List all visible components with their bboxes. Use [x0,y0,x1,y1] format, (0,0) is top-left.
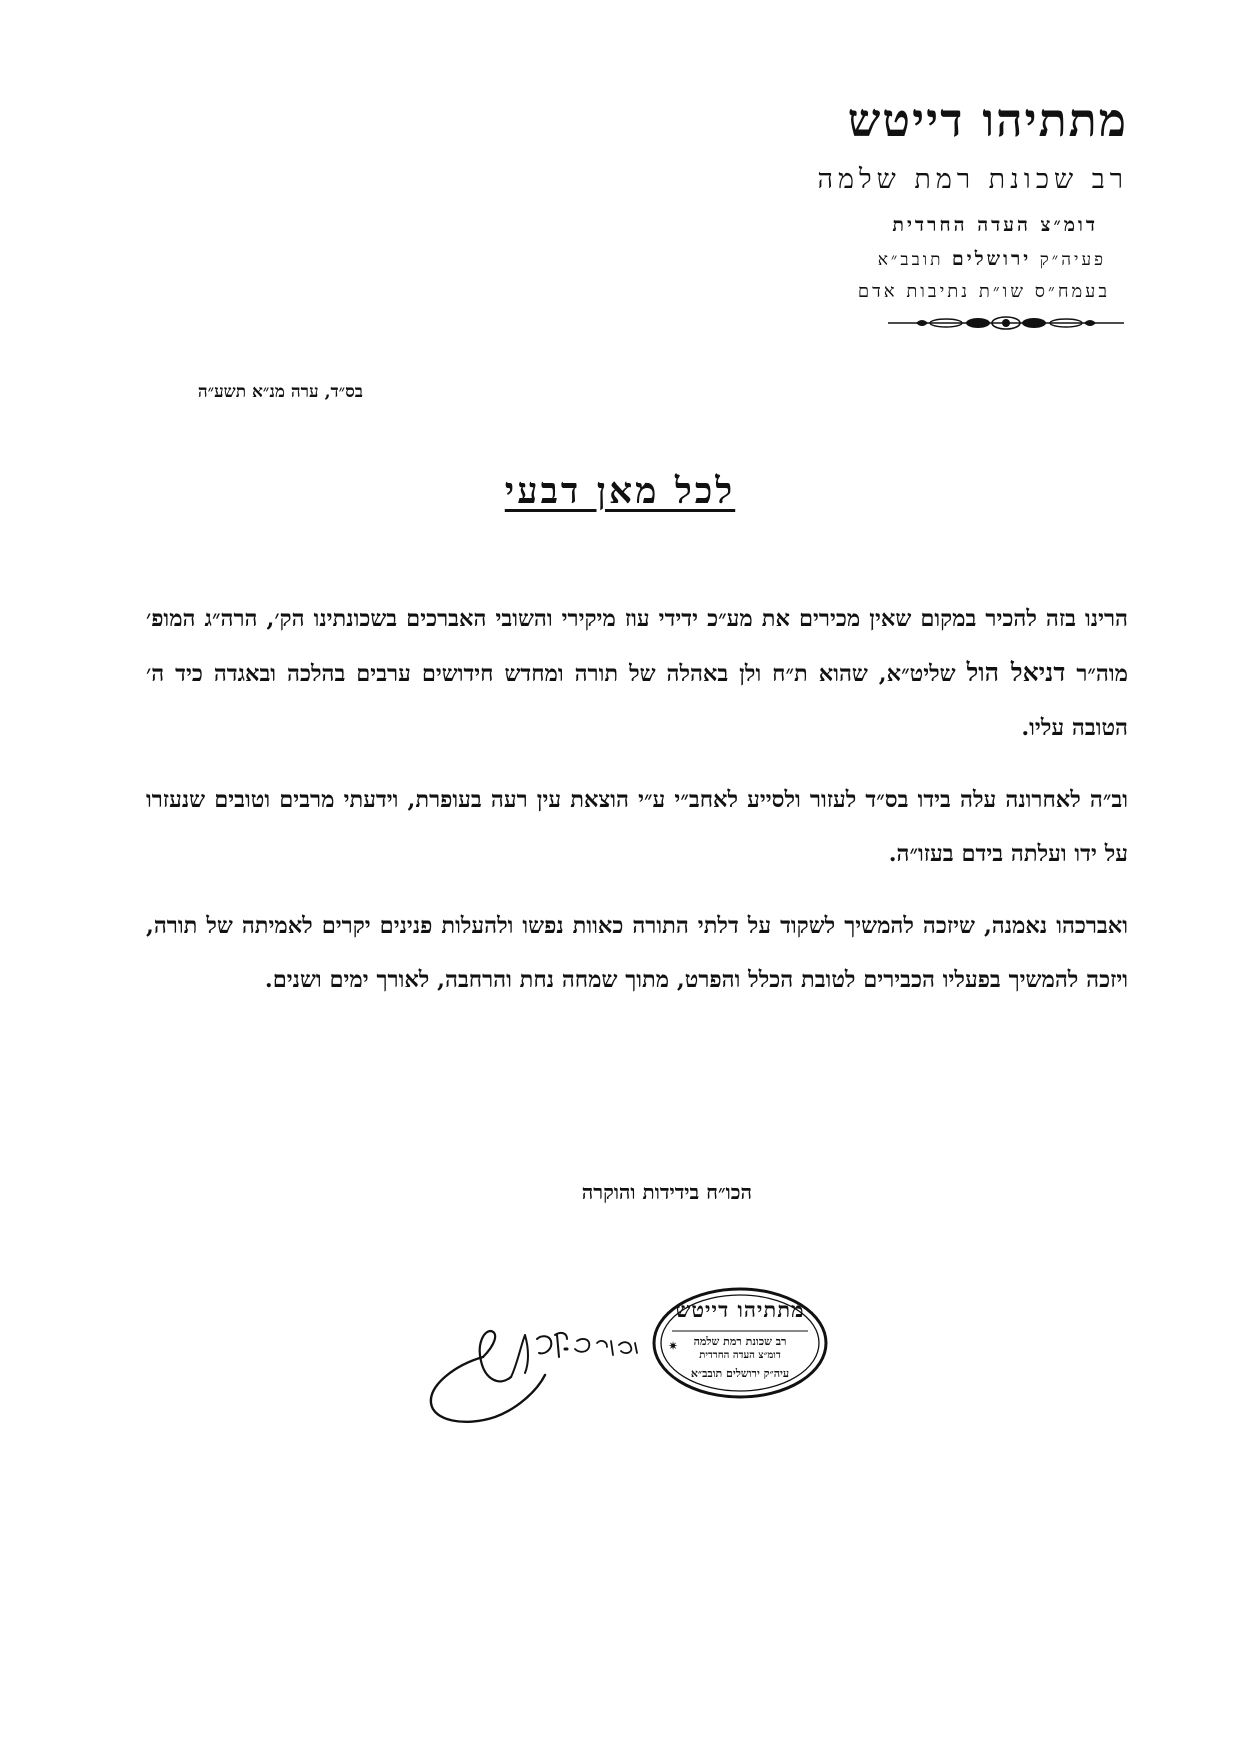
letter-heading-text: לכל מאן דבעי [504,470,736,512]
letterhead-line-3: בעמח״ס שו״ת נתיבות אדם [857,281,1110,302]
letter-date: בס״ד, ערה מנ״א תשע״ה [197,382,363,402]
letterhead-line-2-prefix: פעיה״ק [1039,250,1106,270]
letter-closing: הכו״ח בידידות והוקרה [581,1180,752,1204]
letterhead-line-2 [688,244,1128,275]
letterhead-line-2-city: ירושלים [951,248,1032,270]
stamp-line-3: עיה״ק ירושלים תובב״א [690,1367,790,1380]
letter-body [146,592,1128,1007]
letterhead-title: רב שכונת רמת שלמה [817,164,1128,195]
body-paragraph-2: וב״ה לאחרונה עלה בידו בס״ד לעזור ולסייע לאחב״י ע״י הוצאת עין רעה בעופרת, וידעתי מרבים וטובים שנעזרו על ידו ועלתה בידם בעזו״ה. [146,787,1128,867]
letterhead-line-2-suffix: תובב״א [877,250,944,270]
letter-heading [0,470,1240,512]
official-stamp [650,1285,830,1401]
body-paragraph-1-part-a: הרינו בזה להכיר במקום שאין מכירים את מע״כ ידידי עוז מיקירי והשובי האברכים בשכונתינו הק׳, הרה״ג המופ׳ מוה״ר [146,606,1128,687]
stamp-star-icon: ✷ [668,1339,679,1353]
letterhead-name: מתתיהו דייטש [847,93,1128,147]
stamp-line-1: רב שכונת רמת שלמה [693,1335,787,1348]
body-paragraph-1-part-b: שליט״א, שהוא ת״ח ולן באהלה של תורה ומחדש חידושים ערבים בהלכה ובאגדה כיד ה׳ הטובה עליו. [146,661,1128,741]
stamp-line-2: דומ״צ העדה החרדית [699,1350,781,1361]
handwritten-signature [425,1305,645,1445]
body-paragraph-1 [146,592,1128,755]
recipient-name: דניאל הול [966,658,1066,687]
stamp-name: מתתיהו דייטש [675,1297,805,1322]
body-paragraph-3: ואברכהו נאמנה, שיזכה להמשיך לשקוד על דלתי התורה כאוות נפשו ולהעלות פנינים יקרים לאמיתה של תורה, ויזכה להמשיך בפעליו הכבירים לטובת הכלל והפרט, מתוך שמחה נחת והרחבה, לאורך ימים ושנים. [146,913,1128,993]
letterhead-line-1: דומ״צ העדה החרדית [892,214,1098,236]
letterhead [688,92,1128,307]
ornament-divider-icon [886,314,1126,332]
